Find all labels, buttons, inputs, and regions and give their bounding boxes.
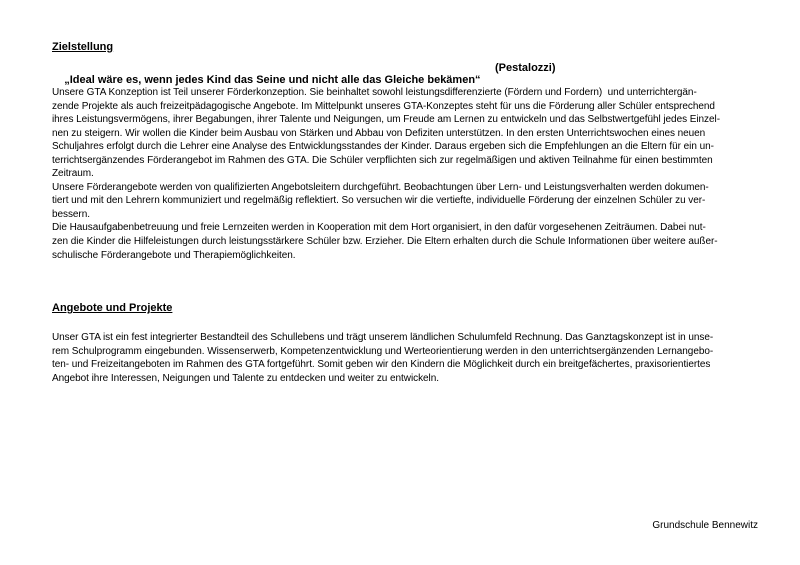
text-line: Angebot ihre Interessen, Neigungen und Talente zu entdecken und weiter zu entwickeln.: [52, 372, 439, 384]
text-line: bessern.: [52, 208, 90, 220]
text-line: rem Schulprogramm eingebunden. Wissenserwerb, Kompetenzentwicklung und Werteorientierung werden in den unterrichtsergänzenden Lernangebo-: [52, 345, 714, 357]
text-line: tiert und mit den Lehrern kommuniziert und regelmäßig reflektiert. So versuchen wir die vertiefte, individuelle Förderung der einzelnen Schüler zu ver-: [52, 195, 706, 207]
paragraph-angebote: [52, 331, 764, 385]
text-line: ihres Leistungsvermögens, ihrer Begabungen, ihrer Talente und Neigungen, um Freude am Lernen zu entwickeln und das Selbstwertgefühl jedes Einzel-: [52, 114, 720, 126]
text-line: Unser GTA ist ein fest integrierter Bestandteil des Schullebens und trägt unserem ländlichen Schulumfeld Rechnung. Das Ganztagskonzept ist in unse-: [52, 332, 714, 343]
text-line: zende Projekte als auch freizeitpädagogische Angebote. Im Mittelpunkt unseres GTA-Konzeptes steht für uns die Förderung aller Schüler entsprechend: [52, 100, 715, 112]
paragraph-foerderkonzeption: [52, 86, 764, 262]
quote-attribution: (Pestalozzi): [495, 62, 556, 74]
text-line: nen zu steigern. Wir wollen die Kinder beim Ausbau von Stärken und Abbau von Defiziten unterstützen. In den ersten Unterrichtswochen eines neuen: [52, 127, 706, 139]
text-line: zen die Kinder die Hilfeleistungen durch leistungsstärkere Schüler bzw. Erzieher. Die Eltern erhalten durch die Schule Informationen über weitere außer-: [52, 236, 718, 248]
text-line: Unsere Förderangebote werden von qualifizierten Angebotsleitern durchgeführt. Beobachtungen über Lern- und Leistungsverhalten werden dokumen-: [52, 181, 709, 193]
text-line: terrichtsergänzendes Förderangebot im Rahmen des GTA. Die Schüler verpflichten sich zur regelmäßigen und aktiven Teilnahme für einen bestimmten: [52, 154, 713, 166]
section-heading-zielstellung: Zielstellung: [52, 41, 114, 53]
text-line: Unsere GTA Konzeption ist Teil unserer Förderkonzeption. Sie beinhaltet sowohl leistungsdifferenzierte (Fördern und Fordern) und unterrichtergän-: [52, 87, 697, 98]
text-line: ten- und Freizeitangeboten im Rahmen des GTA fortgeführt. Somit geben wir den Kindern die Möglichkeit durch ein breitgefächertes, praxisorientiertes: [52, 359, 711, 371]
quote-text: „Ideal wäre es, wenn jedes Kind das Seine und nicht alle das Gleiche bekämen“: [64, 74, 481, 86]
text-line: Schuljahres erfolgt durch die Lehrer eine Analyse des Entwicklungsstandes der Kinder. Daraus ergeben sich die Empfehlungen an die Eltern für ein un-: [52, 141, 714, 153]
text-line: schulische Förderangebote und Therapiemöglichkeiten.: [52, 249, 296, 261]
page-footer: Grundschule Bennewitz: [652, 520, 758, 531]
section-heading-angebote-und-projekte: Angebote und Projekte: [52, 302, 173, 314]
text-line: Die Hausaufgabenbetreuung und freie Lernzeiten werden in Kooperation mit dem Hort organisiert, in den dafür vorgesehenen Zeiträumen. Dabei nut-: [52, 222, 706, 234]
text-line: Zeitraum.: [52, 168, 94, 180]
